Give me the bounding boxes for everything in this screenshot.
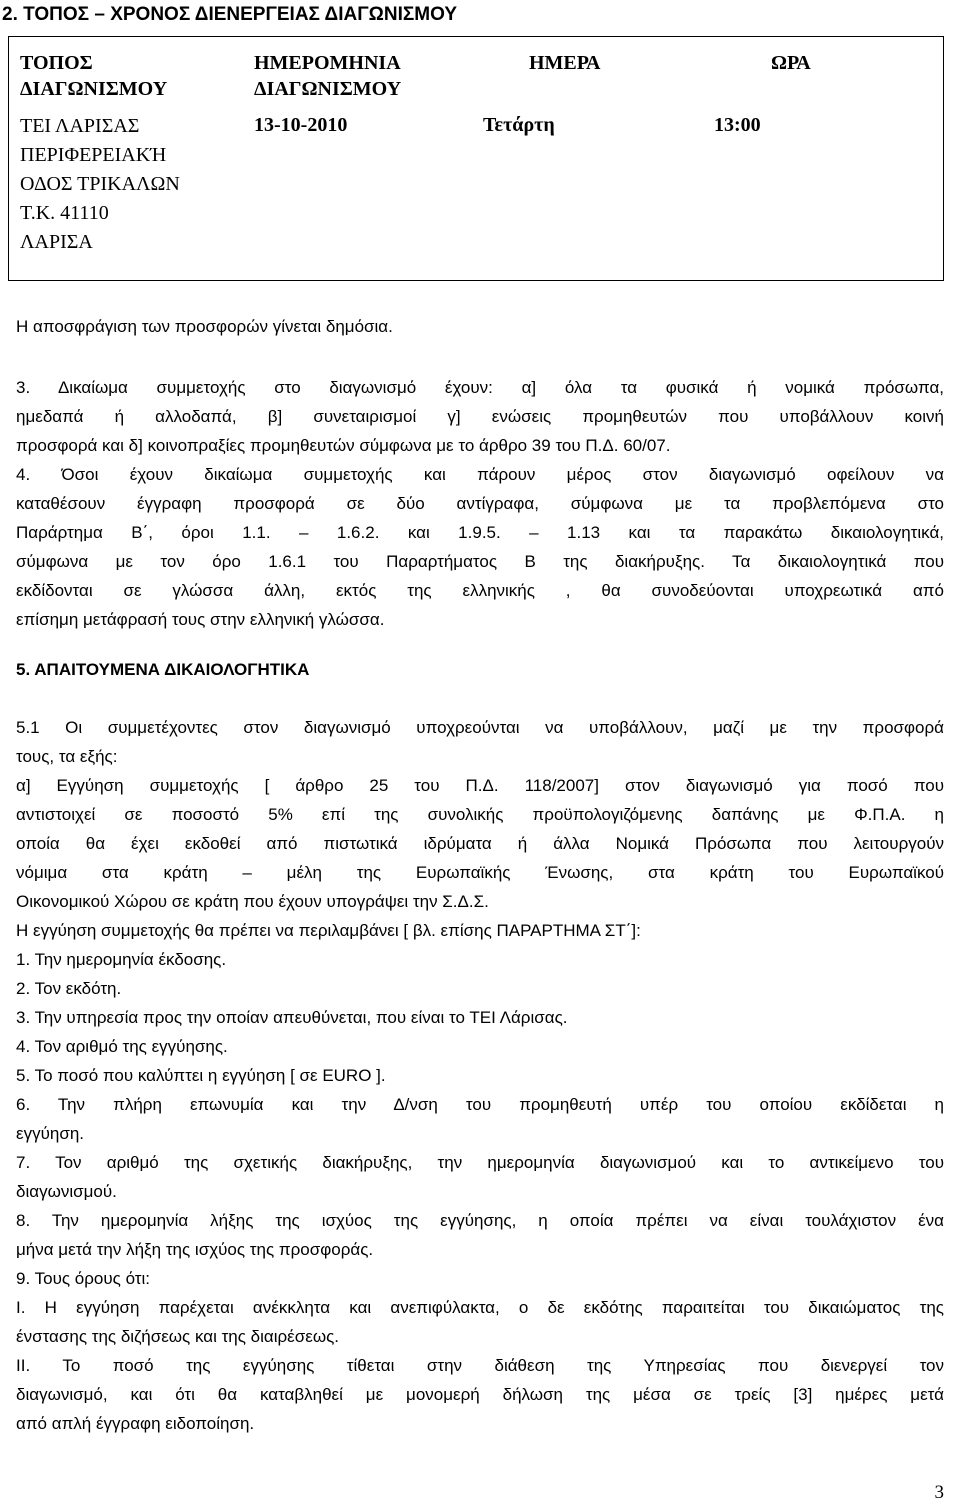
a-line4: νόμιμα στα κράτη – μέλη της Ευρωπαϊκής Ένωσης, στα κράτη του Ευρωπαϊκού [16,863,944,882]
header-place-line1: ΤΟΠΟΣ [20,52,93,74]
place-line4: Τ.Κ. 41110 [20,202,109,224]
value-day: Τετάρτη [483,114,555,136]
item-4: 4. Τον αριθμό της εγγύησης. [16,1037,228,1056]
page-number: 3 [934,1482,944,1503]
section-3-line1: 3. Δικαίωμα συμμετοχής στο διαγωνισμό έχουν: α] όλα τα φυσικά ή νομικά πρόσωπα, [16,378,944,397]
value-time: 13:00 [714,114,761,136]
section-3-line3: προσφορά και δ] κοινοπραξίες προμηθευτών σύμφωνα με το άρθρο 39 του Π.Δ. 60/07. [16,436,671,455]
item-I-line1: Ι. Η εγγύηση παρέχεται ανέκκλητα και ανεπιφύλακτα, ο δε εκδότης παραιτείται του δικαιώματος της [16,1298,944,1317]
header-day: ΗΜΕΡΑ [529,52,601,74]
item-8-line2: μήνα μετά την λήξη της ισχύος της προσφοράς. [16,1240,374,1259]
unsealing-note: Η αποσφράγιση των προσφορών γίνεται δημόσια. [16,317,393,336]
section-4-line3: Παράρτημα Β΄, όροι 1.1. – 1.6.2. και 1.9.5. – 1.13 και τα παρακάτω δικαιολογητικά, [16,523,944,542]
header-place [20,50,167,102]
a-line5: Οικονομικού Χώρου σε κράτη που έχουν υπογράψει την Σ.Δ.Σ. [16,892,489,911]
a-line2: αντιστοιχεί σε ποσοστό 5% επί της συνολικής προϋπολογιζόμενης δαπάνης με Φ.Π.Α. η [16,805,944,824]
section-2-title: 2. ΤΟΠΟΣ – ΧΡΟΝΟΣ ΔΙΕΝΕΡΓΕΙΑΣ ΔΙΑΓΩΝΙΣΜΟΥ [2,4,457,25]
item-9: 9. Τους όρους ότι: [16,1269,150,1288]
section-3 [16,373,944,460]
place-line1: ΤΕΙ ΛΑΡΙΣΑΣ [20,115,140,137]
place-line5: ΛΑΡΙΣΑ [20,231,93,253]
item-I-line2: ένστασης της διζήσεως και της διαιρέσεως. [16,1327,340,1346]
a-line3: οποία θα έχει εκδοθεί από πιστωτικά ιδρύματα ή άλλα Νομικά Πρόσωπα που λειτουργούν [16,834,944,853]
item-6-line2: εγγύηση. [16,1124,84,1143]
p51-line2: τους, τα εξής: [16,747,118,766]
header-date [254,50,401,102]
item-2: 2. Τον εκδότη. [16,979,122,998]
item-5: 5. Το ποσό που καλύπτει η εγγύηση [ σε EURO ]. [16,1066,386,1085]
item-7-line1: 7. Τον αριθμό της σχετικής διακήρυξης, την ημερομηνία διαγωνισμού και το αντικείμενο του [16,1153,944,1172]
item-II-line1: ΙΙ. Το ποσό της εγγύησης τίθεται στην διάθεση της Υπηρεσίας που διενεργεί τον [16,1356,944,1375]
header-place-line2: ΔΙΑΓΩΝΙΣΜΟΥ [20,78,168,100]
item-1: 1. Την ημερομηνία έκδοσης. [16,950,227,969]
section-4-line6: επίσημη μετάφρασή τους στην ελληνική γλώσσα. [16,610,385,629]
item-7-line2: διαγωνισμού. [16,1182,117,1201]
item-II-line2: διαγωνισμό, και ότι θα καταβληθεί με μονομερή δήλωση της μέσα σε τρείς [3] ημέρες μετά [16,1385,944,1404]
section-5-body [16,713,944,1438]
section-4-line1: 4. Όσοι έχουν δικαίωμα συμμετοχής και πάρουν μέρος στον διαγωνισμό οφείλουν να [16,465,944,484]
value-date: 13-10-2010 [254,114,348,136]
place-line2: ΠΕΡΙΦΕΡΕΙΑΚΉ [20,144,167,166]
header-date-line1: ΗΜΕΡΟΜΗΝΙΑ [254,52,401,74]
guarantee-intro: Η εγγύηση συμμετοχής θα πρέπει να περιλαμβάνει [ βλ. επίσης ΠΑΡΑΡΤΗΜΑ ΣΤ΄]: [16,921,641,940]
value-place [20,112,180,257]
section-4-line2: καταθέσουν έγγραφη προσφορά σε δύο αντίγραφα, σύμφωνα με τα προβλεπόμενα στο [16,494,944,513]
header-time: ΩΡΑ [771,52,811,74]
p51-line1: 5.1 Οι συμμετέχοντες στον διαγωνισμό υποχρεούνται να υποβάλλουν, μαζί με την προσφορά [16,718,944,737]
section-4 [16,460,944,634]
section-4-line4: σύμφωνα με τον όρο 1.6.1 του Παραρτήματος Β της διακήρυξης. Τα δικαιολογητικά που [16,552,944,571]
item-8-line1: 8. Την ημερομηνία λήξης της ισχύος της εγγύησης, η οποία πρέπει να είναι τουλάχιστον ένα [16,1211,944,1230]
section-4-line5: εκδίδονται σε γλώσσα άλλη, εκτός της ελληνικής , θα συνοδεύονται υποχρεωτικά από [16,581,944,600]
section-3-line2: ημεδαπά ή αλλοδαπά, β] συνεταιρισμοί γ] ενώσεις προμηθευτών που υποβάλλουν κοινή [16,407,944,426]
place-line3: ΟΔΟΣ ΤΡΙΚΑΛΩΝ [20,173,180,195]
item-II-line3: από απλή έγγραφη ειδοποίηση. [16,1414,255,1433]
tender-info-table [8,36,944,281]
item-3: 3. Την υπηρεσία προς την οποίαν απευθύνεται, που είναι το ΤΕΙ Λάρισας. [16,1008,568,1027]
header-date-line2: ΔΙΑΓΩΝΙΣΜΟΥ [254,78,402,100]
section-5-title: 5. ΑΠΑΙΤΟΥΜΕΝΑ ΔΙΚΑΙΟΛΟΓΗΤΙΚΑ [16,660,310,679]
item-6-line1: 6. Την πλήρη επωνυμία και την Δ/νση του προμηθευτή υπέρ του οποίου εκδίδεται η [16,1095,944,1114]
a-line1: α] Εγγύηση συμμετοχής [ άρθρο 25 του Π.Δ. 118/2007] στον διαγωνισμό για ποσό που [16,776,944,795]
